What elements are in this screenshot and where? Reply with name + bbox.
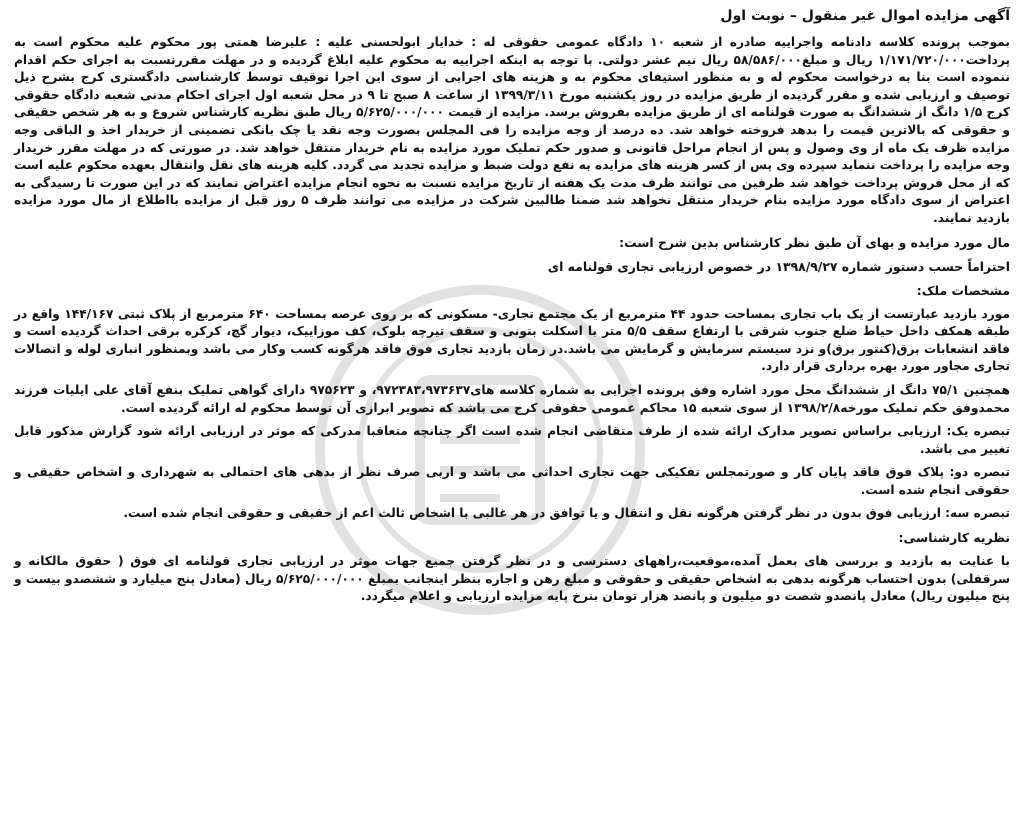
subject-heading: مال مورد مزایده و بهای آن طبق نظر کارشناس بدین شرح است:	[619, 234, 1010, 250]
specs-heading: مشخصات ملک:	[916, 282, 1010, 298]
specs-paragraph: مورد بازدید عبارتست از یک باب تجاری بمساحت حدود ۴۴ مترمربع از یک مجتمع تجاری- مسکونی که بر روی عرصه بمساحت ۶۴۰ مترمربع از پلاک ثبتی ۱۴۴/۱۶۷ واقع در طبقه همکف داخل حیاط ضلع جنوب شرقی با ارتفاع سقف ۵/۵ متر با اسکلت بتونی و سقف تیرچه بلوک، کف موزاییک، دیوار گچ، کرکره برقی احداث گردیده است و فاقد انشعابات برق(کنتور برق)و نزد سیستم سرمایش و گرمایش می باشد.در زمان بازدید تجاری فوق فاقد هرگونه کسب وکار می باشد وبمنظور انباری لوله و اتصالات تجاری مجاور مورد بهره برداری قرار دارد.	[14, 306, 1011, 374]
note-three: تبصره سه: ارزیابی فوق بدون در نظر گرفتن هرگونه نقل و انتقال و یا توافق در هر غالبی با اشخاص ثالث اعم از حقیقی و حقوقی انجام شده است.	[123, 506, 1010, 521]
respect-line: احتراماً حسب دستور شماره ۱۳۹۸/۹/۲۷ در خصوص ارزیابی تجاری قولنامه ای	[547, 258, 1010, 274]
opinion-heading: نظریه کارشناسی:	[898, 530, 1010, 546]
ownership-paragraph: همچنین ۷۵/۱ دانگ از ششدانگ محل مورد اشاره وفق پرونده اجرایی به شماره کلاسه های۹۷۲۳۸۳،۹۷۳۶۳۷، و ۹۷۵۶۲۳ دارای گواهی تملیک بنفع آقای علی ایلیات فرزند محمدوفق حکم تملیک مورخه۱۳۹۸/۲/۸ از سوی شعبه ۱۵ محاکم عمومی حقوقی کرج می باشد که تصویر ابرازی آن توسط محکوم له ارائه گردیده است.	[14, 382, 1010, 415]
notice-title: آگهی مزایده اموال غیر منقول – نوبت اول	[720, 8, 1010, 24]
opinion-paragraph: با عنایت به بازدید و بررسی های بعمل آمده،موقعیت،راههای دسترسی و در نظر گرفتن جمیع جهات موثر در ارزیابی تجاری قولنامه ای فوق ( حقوق مالکانه و سرقفلی) بدون احتساب هرگونه بدهی به اشخاص حقیقی و حقوقی و مبلغ رهن و اجاره بنظر اینجانب بمبلغ ۵/۶۲۵/۰۰۰/۰۰۰ ریال (معادل پنج میلیارد و ششصدو بیست و پنج میلیون ریال) معادل پانصدو شصت دو میلیون و پانصد هزار تومان بنرخ پایه مزایده ارزیابی و اعلام میگردد.	[14, 554, 1011, 604]
note-one: تبصره یک: ارزیابی براساس تصویر مدارک ارائه شده از طرف متقاضی انجام شده است اگر چنانچه متعاقبا مدرکی که موثر در ارزیابی ارائه شود گزارش مذکور قابل تغییر می باشد.	[14, 424, 1010, 456]
note-two: تبصره دو: پلاک فوق فاقد پایان کار و صورتمجلس تفکیکی جهت تجاری احداثی می باشد و اربی صرف نظر از بدهی های احتمالی به شهرداری و اشخاص حقیقی و حقوقی انجام شده است.	[14, 465, 1010, 497]
intro-paragraph: بموجب پرونده کلاسه دادنامه واجراییه صادره از شعبه ۱۰ دادگاه عمومی حقوقی له : خدایار ابولحسنی علیه : علیرضا همتی پور محکوم علیه محکوم است به پرداخت۱/۱۷۱/۷۲۰/۰۰۰ ریال و مبلغ۵۸/۵۸۶/۰۰۰ ریال نیم عشر دولتی. با توجه به اینکه اجراییه به محکوم علیه ابلاغ گردیده و در مهلت مقررنسبت به اجرای حکم اقدام ننموده است بنا به درخواست محکوم له و به منظور استیفای محکوم به و هزینه های اجرایی از سوی این اجرا توقیف توسط کارشناسی دادگستری کرج بشرح ذیل توصیف و ارزیابی شده و مقرر گردیده از طریق مزایده در روز یکشنبه مورخ ۱۳۹۹/۳/۱۱ از ساعت ۸ صبح تا ۹ در محل شعبه اول اجرای احکام مدنی شعبه دادگاه حقوقی کرج ۱/۵ دانگ از ششدانگ به صورت قولنامه ای از طریق مزایده بفروش برسد. مزایده از قیمت ۵/۶۲۵/۰۰۰/۰۰۰ ریال طبق نظریه کارشناس شروع و به هر شخص حقیقی و حقوقی که بالاترین قیمت را بدهد فروخته خواهد شد. ده درصد از وجه مزایده را فی المجلس بصورت وجه نقد یا چک بانکی تضمینی از خریدار اخذ و الباقی وجه مزایده ظرف یک ماه از وی وصول و پس از انجام مراحل قانونی و صدور حکم تملیک مورد مزایده به نام خریدار منتقل خواهد شد. در صورتی که در مهلت مقرر خریدار وجه مزایده را پرداخت ننماید سپرده وی پس از کسر هزینه های مزایده به نفع دولت ضبط و مزایده تجدید می گردد. کلیه هزینه های نقل وانتقال بعهده محکوم علیه است که از محل فروش پرداخت خواهد شد طرفین می توانند ظرف مدت یک هفته از تاریخ مزایده نسبت به نحوه انجام مزایده اعتراض نمایند که در این صورت تا رسیدگی به اعتراض از سوی دادگاه مورد مزایده بنام خریدار منتقل نخواهد شد ضمنا طالبین شرکت در مزایده می توانند ظرف ۵ روز قبل از مزایده بااطلاع از مال مورد مزایده بازدید نمایند.	[14, 35, 1010, 225]
